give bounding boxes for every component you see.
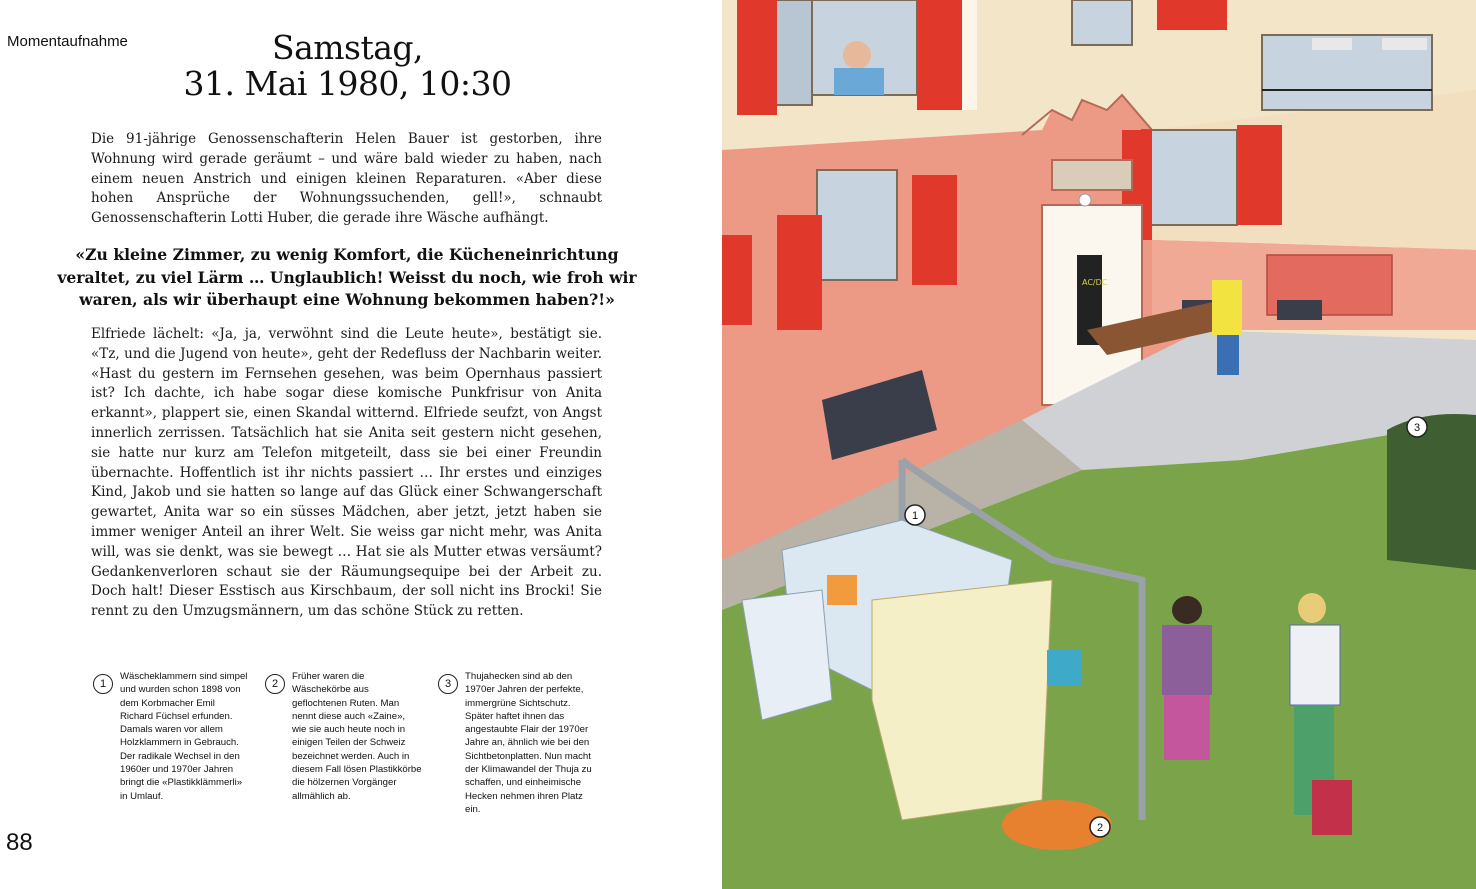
laundry-towel (827, 575, 857, 605)
man-at-window (843, 41, 871, 69)
marker-3 (1407, 417, 1427, 437)
footnote-number-badge: 2 (265, 674, 285, 694)
door-lamp (1079, 194, 1091, 206)
story-paragraph: Elfriede lächelt: «Ja, ja, verwöhnt sind die Leute heute», bestätigt sie. «Tz, und die Jugend von heute», geht der Redefluss der Nachbarin weiter. «Hast du gestern im Fernsehen gesehen, was beim Opernhaus passiert ist? Ich dachte, ich habe sogar diese komische Punkfrisur von Anita erkannt», plappert sie, einen Skandal witternd. Elfriede seufzt, von Angst innerlich zerrissen. Tatsächlich hat sie Anita seit gestern nicht gesehen, sie hatte nur kurz am Telefon mitgeteilt, dass sie bei einer Freundin übernachte. Hoffentlich ist ihr nichts passiert … Ihr erstes und einziges Kind, Jakob und sie hatten so lange auf das Glück einer Schwangerschaft gewartet, Anita war so ein süsses Mädchen, aber jetzt, jetzt haben sie immer weniger Anteil an ihrer Welt. Sie weiss gar nicht mehr, was Anita will, was sie denkt, was sie bewegt … Hat sie als Mutter etwas versäumt? Gedankenverloren schaut sie der Räumungsequipe bei der Arbeit zu. Doch halt! Dieser Esstisch aus Kirschbaum, der soll nicht ins Brocki! Sie rennt zu den Umzugsmännern, um das schöne Stück zu retten. (91, 326, 602, 620)
flower-box (1382, 38, 1427, 50)
page-number: 88 (6, 829, 33, 856)
illustration-page (722, 0, 1476, 889)
window (1142, 130, 1237, 225)
svg-text:2: 2 (1096, 822, 1104, 834)
intro-paragraph: Die 91-jährige Genossenschafterin Helen Bauer ist gestorben, ihre Wohnung wird gerade geräumt – und wäre bald wieder zu haben, nach einem neuen Anstrich und einigen kleinen Reparaturen. «Aber diese hohen Ansprüche der Wohnungssuchenden, gell!», schnaubt Genossenschafterin Lotti Huber, die gerade ihre Wäsche aufhängt. (91, 131, 602, 227)
footnote-text: Thujahecken sind ab den 1970er Jahren der perfekte, immergrüne Sichtschutz. Später haftet ihnen das angestaubte Flair der 1970er Jahre an, ähnlich wie bei den Sichtbetonplatten. Nun macht der Klimawandel der Thuja zu schaffen, und einheimische Hecken nehmen ihren Platz ein. (465, 671, 592, 815)
flower-box (1312, 38, 1352, 50)
marker-1 (905, 505, 925, 525)
laundry-sheet (872, 580, 1052, 820)
courtyard-illustration (722, 0, 1476, 889)
shutter (1237, 125, 1282, 225)
shutter (917, 0, 962, 110)
footnote-text: Früher waren die Wäschekörbe aus geflochtenen Ruten. Man nennt diese auch «Zaine», wie sie auch heute noch in einigen Teilen der Schweiz bezeichnet werden. Auch in diesem Fall lösen Plastikkörbe die hölzernen Vorgänger allmählich ab. (292, 671, 422, 802)
window (817, 170, 897, 280)
woman-left-head (1172, 596, 1202, 624)
svg-text:1: 1 (911, 510, 919, 522)
window (1072, 0, 1132, 45)
text-page (0, 0, 722, 889)
svg-text:3: 3 (1413, 422, 1421, 434)
clothespin-basket (1047, 650, 1082, 685)
shutter (777, 215, 822, 330)
footnote-number-badge: 1 (93, 674, 113, 694)
thuja-hedge (1387, 414, 1476, 570)
shutter (722, 235, 752, 325)
woman-right (1290, 625, 1340, 705)
page-title (90, 30, 605, 102)
woman-right-head (1298, 593, 1326, 623)
footnote-text: Wäscheklammern sind simpel und wurden schon 1898 von dem Korbmacher Emil Richard Füchsel erfunden. Damals waren vor allem Holzklammern in Gebrauch. Der radikale Wechsel in den 1960er und 1970er Jahren bringt die «Plastikklämmerli» in Umlauf. (120, 671, 248, 802)
shopping-trolley (1312, 780, 1352, 835)
mover-boy (1212, 280, 1242, 335)
footnote-number-badge: 3 (438, 674, 458, 694)
title-line-date: Samstag, (271, 28, 424, 67)
basement-window (1277, 300, 1322, 320)
shirt-print: AC/DC (1082, 278, 1108, 287)
marker-2 (1090, 817, 1110, 837)
shutter (912, 175, 957, 285)
shutter (737, 0, 777, 115)
woman-left (1162, 625, 1212, 695)
pull-quote: «Zu kleine Zimmer, zu wenig Komfort, die Kücheneinrichtung veraltet, zu viel Lärm … Unglaublich! Weisst du noch, wie froh wir waren, als wir überhaupt eine Wohnung bekommen haben?!» (57, 245, 637, 309)
section-label: Momentaufnahme (7, 33, 128, 50)
title-line-time: 31. Mai 1980, 10:30 (183, 64, 512, 103)
shutter (1157, 0, 1227, 30)
